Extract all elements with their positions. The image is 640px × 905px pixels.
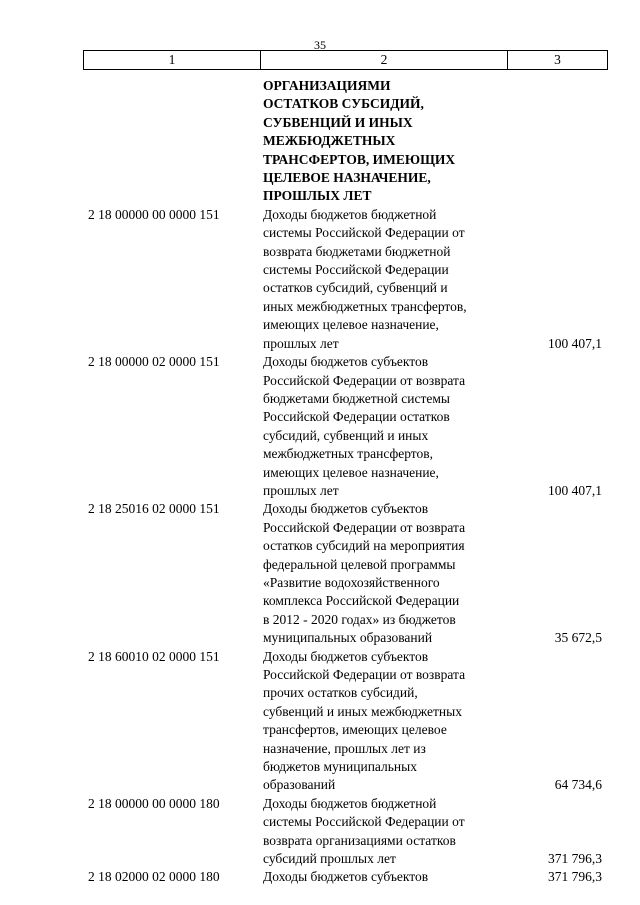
table-body xyxy=(0,77,640,887)
table-row xyxy=(0,868,640,886)
description-line: прочих остатков субсидий, xyxy=(263,685,418,701)
row-code: 2 18 02000 02 0000 180 xyxy=(88,869,220,885)
row-amount: 371 796,3 xyxy=(548,869,602,885)
description-line: федеральной целевой программы xyxy=(263,556,456,572)
description-line: прошлых лет xyxy=(263,482,339,498)
table-row xyxy=(0,353,640,500)
description-line: имеющих целевое назначение, xyxy=(263,317,439,333)
description-line: в 2012 - 2020 годах» из бюджетов xyxy=(263,611,456,627)
row-code: 2 18 00000 02 0000 151 xyxy=(88,354,220,370)
description-line: трансфертов, имеющих целевое xyxy=(263,722,447,738)
description-line: системы Российской Федерации от xyxy=(263,225,465,241)
description-line: ПРОШЛЫХ ЛЕТ xyxy=(263,188,372,204)
description-line: МЕЖБЮДЖЕТНЫХ xyxy=(263,133,396,149)
description-line: Доходы бюджетов субъектов xyxy=(263,869,429,885)
row-description xyxy=(263,500,513,647)
description-line: Доходы бюджетов бюджетной xyxy=(263,206,437,222)
row-description xyxy=(263,795,513,869)
description-line: Российской Федерации остатков xyxy=(263,409,450,425)
row-code: 2 18 00000 00 0000 180 xyxy=(88,795,220,811)
description-line: возврата организациями остатков xyxy=(263,832,456,848)
page-number: 35 xyxy=(314,38,326,52)
description-line: СУБВЕНЦИЙ И ИНЫХ xyxy=(263,114,413,130)
table-row xyxy=(0,500,640,647)
row-amount: 100 407,1 xyxy=(548,335,602,351)
description-line: ОРГАНИЗАЦИЯМИ xyxy=(263,78,391,93)
description-line: Российской Федерации от возврата xyxy=(263,372,466,388)
description-line: остатков субсидий на мероприятия xyxy=(263,538,465,554)
description-line: бюджетами бюджетной системы xyxy=(263,390,450,406)
row-code: 2 18 60010 02 0000 151 xyxy=(88,648,220,664)
row-code: 2 18 00000 00 0000 151 xyxy=(88,206,220,222)
description-line: Доходы бюджетов субъектов xyxy=(263,354,429,370)
description-line: бюджетов муниципальных xyxy=(263,759,417,775)
table-row xyxy=(0,648,640,795)
description-line: Доходы бюджетов субъектов xyxy=(263,501,429,517)
header-col-1: 1 xyxy=(84,51,261,69)
row-description xyxy=(263,353,513,500)
description-line: прошлых лет xyxy=(263,335,339,351)
description-line: Российской Федерации от возврата xyxy=(263,519,466,535)
description-line: имеющих целевое назначение, xyxy=(263,464,439,480)
description-line: Российской Федерации от возврата xyxy=(263,667,466,682)
row-description xyxy=(263,868,513,886)
row-amount: 100 407,1 xyxy=(548,482,602,498)
description-line: «Развитие водохозяйственного xyxy=(263,574,440,590)
description-line: муниципальных образований xyxy=(263,630,433,646)
description-line: ОСТАТКОВ СУБСИДИЙ, xyxy=(263,96,424,112)
description-line: Доходы бюджетов субъектов xyxy=(263,648,429,664)
description-line: возврата бюджетами бюджетной xyxy=(263,243,451,259)
description-line: системы Российской Федерации xyxy=(263,262,449,278)
description-line: системы Российской Федерации от xyxy=(263,814,465,830)
row-amount: 64 734,6 xyxy=(554,777,602,793)
description-line: образований xyxy=(263,777,336,793)
table-row xyxy=(0,77,640,206)
description-line: иных межбюджетных трансфертов, xyxy=(263,298,467,314)
row-amount: 35 672,5 xyxy=(554,630,602,646)
description-line: субсидий, субвенций и иных xyxy=(263,427,429,443)
header-col-3: 3 xyxy=(554,52,561,67)
table-row xyxy=(0,206,640,353)
row-code: 2 18 25016 02 0000 151 xyxy=(88,501,220,517)
row-description xyxy=(263,77,513,206)
row-description xyxy=(263,648,513,795)
description-line: комплекса Российской Федерации xyxy=(263,593,460,609)
header-col-2: 2 xyxy=(261,51,508,69)
description-line: Доходы бюджетов бюджетной xyxy=(263,795,437,811)
description-line: ЦЕЛЕВОЕ НАЗНАЧЕНИЕ, xyxy=(263,170,431,186)
description-line: ТРАНСФЕРТОВ, ИМЕЮЩИХ xyxy=(263,151,456,167)
description-line: остатков субсидий, субвенций и xyxy=(263,280,448,296)
row-description xyxy=(263,206,513,353)
description-line: субвенций и иных межбюджетных xyxy=(263,703,462,719)
description-line: межбюджетных трансфертов, xyxy=(263,446,434,462)
row-amount: 371 796,3 xyxy=(548,851,602,867)
table-header xyxy=(83,50,608,70)
description-line: субсидий прошлых лет xyxy=(263,851,396,867)
description-line: назначение, прошлых лет из xyxy=(263,740,426,756)
table-row xyxy=(0,795,640,869)
